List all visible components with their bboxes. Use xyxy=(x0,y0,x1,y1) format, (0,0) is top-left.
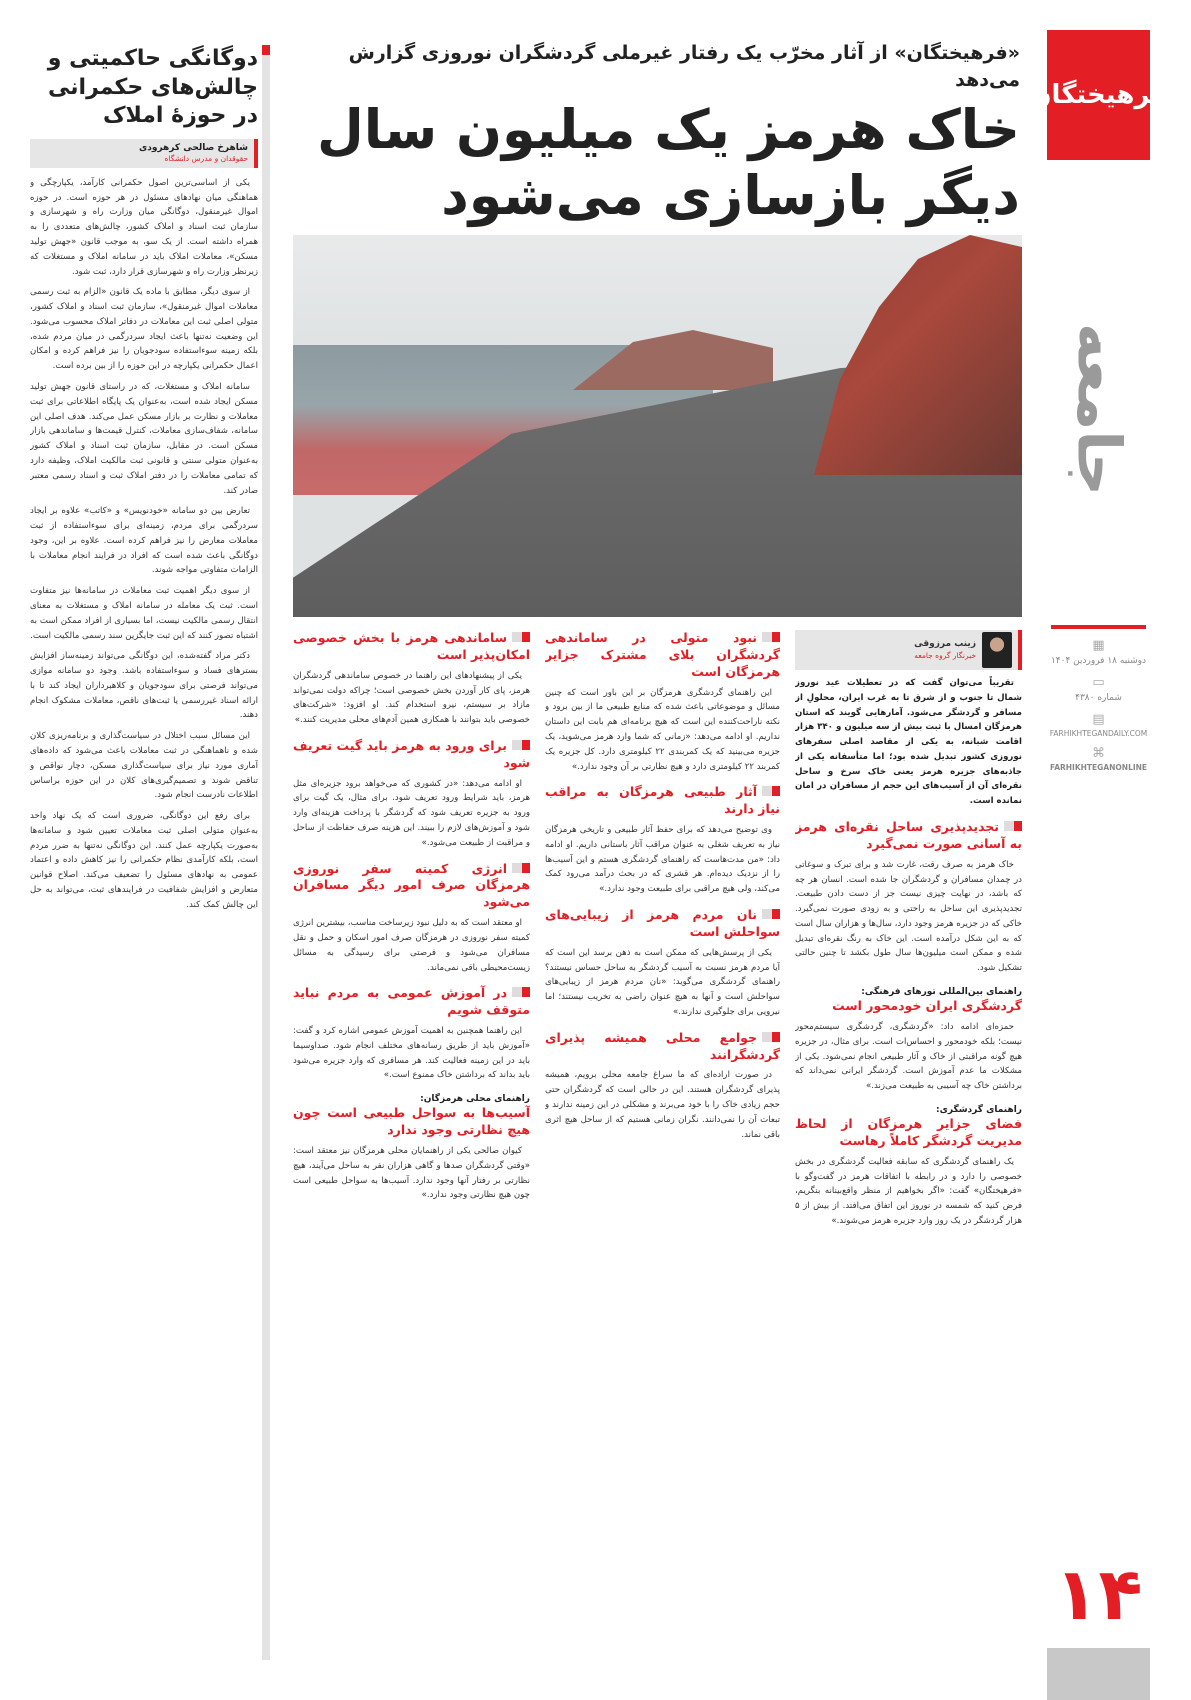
subheading: ساماندهی هرمز با بخش خصوصی امکان‌پذیر است xyxy=(293,630,530,662)
subheading: آثار طبیعی هرمزگان به مراقب نیاز دارند xyxy=(545,784,780,817)
paragraph: این راهنمای گردشگری هرمزگان بر این باور است که چنین مسائل و موضوعاتی باعث شده که منابع طبیعی ما از بین برود و نکته ناراحت‌کننده این است که هیچ برنامه‌ای هم بابت این داستان نداریم. او ادامه می‌دهد: «زمانی که شما وارد هرمز می‌شوید، یک جزیره می‌بینید که یک کمربندی ۲۲ کیلومتری دارد. کل جزیره یک کمربند ۲۲ کیلومتری دارد و هیچ نظارتی بر آن وجود ندارد.» xyxy=(545,687,780,772)
subheading: نبود متولی در ساماندهی گردشگران بلای مشترک جزایر هرمزگان است xyxy=(545,630,780,679)
paragraph: او معتقد است که به دلیل نبود زیرساخت مناسب، بیشترین انرژی کمیته سفر نوروزی در هرمزگان صرف امور اسکان و حمل و نقل مسافران می‌شود و فرصتی برای رسیدگی به مسائل زیست‌محیطی باقی نمی‌ماند. xyxy=(293,918,530,973)
calendar-icon: ▦ xyxy=(1092,638,1105,653)
subheading: در آموزش عمومی به مردم نباید متوقف شویم xyxy=(293,985,530,1018)
article-lead: تقریباً می‌توان گفت که در تعطیلات عید نوروز شمال تا جنوب و از شرق تا به غرب ایران، محلولِ از مسافر و گردشگر می‌شود. آمارهایی گویند که استان هرمزگان امسال با ثبت بیش از سه میلیون و ۳۴۰ هزار اقامت شبانه، به یکی از مقاصد اصلی سفرهای نوروزی کشور تبدیل شده بود؛ اما متأسفانه یکی از جاذبه‌های جزیره هرمز یعنی خاک سرخ و ساحل نقره‌ای آن از آسیب‌های این حجم از مسافران در امان نمانده است. xyxy=(795,678,1022,807)
opinion-body xyxy=(30,176,258,1660)
footer-bar xyxy=(1047,1648,1150,1700)
social-icon: ⌘ xyxy=(1092,746,1105,762)
issue-icon: ▭ xyxy=(1092,674,1105,690)
website-link[interactable]: FARHIKHTEGANDAILY.COM xyxy=(1049,728,1148,738)
paragraph: سامانه املاک و مستغلات، که در راستای قانون جهش تولید مسکن ایجاد شده است، به‌عنوان یک پایگاه اطلاعاتی برای ثبت معاملات و نظارت بر بازار مسکن عمل می‌کند. هدف اصلی این سامانه، شفاف‌سازی معاملات، کنترل قیمت‌ها و ساماندهی بازار مسکن است. در مقابل، سازمان ثبت اسناد و املاک کشور به‌عنوان متولی سنتی و قانونی ثبت مالکیت املاک، وظیفه دارد که تمامی معاملات را در دفتر املاک ثبت و اسناد رسمی معتبر صادر کند. xyxy=(30,382,258,496)
social-handle[interactable]: FARHIKHTEGANONLINE xyxy=(1049,763,1148,773)
paragraph: حمزه‌ای ادامه داد: «گردشگری، گردشگری سیستم‌محور نیست؛ بلکه خودمحور و احساس‌ات است. برای مثال، در جزیره هیچ گونه مراقبتی از خاک و آثار طبیعی انجام نمی‌شود. یکی از مشکلات ما عدم آموزش است. گردشگر ایرانی نمی‌داند که برداشتن خاک چه آسیبی به طبیعت می‌زند.» xyxy=(795,1022,1022,1092)
subheading: جوامع محلی همیشه پذیرای گردشگرانند xyxy=(545,1029,780,1062)
issue-date: دوشنبه ۱۸ فروردین ۱۴۰۴ xyxy=(1050,656,1147,667)
main-headline: خاک هرمز یک میلیون سال دیگر بازسازی می‌شود xyxy=(316,98,1020,228)
article-column-3 xyxy=(293,620,530,1660)
paragraph: یکی از پیشنهادهای این راهنما در خصوص ساماندهی گردشگران هرمز، پای کار آوردن بخش خصوصی است؛ چراکه دولت نمی‌تواند مازاد بر سیستم، نیرو استخدام کند. او افزود: «شرکت‌های خصوصی باید بتوانند با همکاری همین آدم‌های محلی مدیریت کنند.» xyxy=(293,670,530,726)
red-divider xyxy=(1051,625,1146,629)
author-photo xyxy=(982,632,1012,668)
web-icon: ▤ xyxy=(1092,711,1105,727)
subheading: راهنمای گردشگری: فضای جزایر هرمزگان از لحاظ مدیریت گردشگر کاملاً رهاست xyxy=(795,1104,1022,1148)
opinion-author-role: حقوقدان و مدرس دانشگاه xyxy=(164,154,248,164)
opinion-column xyxy=(30,45,258,1660)
opinion-title: دوگانگی حاکمیتی و چالش‌های حکمرانی در حوزهٔ املاک xyxy=(47,46,258,129)
paragraph: کیوان صالحی یکی از راهنمایان محلی هرمزگان نیز معتقد است: «وقتی گردشگران صدها و گاهی هزاران نفر به ساحل می‌آیند، هیچ نظارتی بر رفتار آنها وجود ندارد. آسیب‌ها به سواحل طبیعی است چون هیچ نظارتی وجود ندارد.» xyxy=(293,1146,530,1201)
column-divider xyxy=(262,45,270,1660)
paragraph: یک راهنمای گردشگری که سابقه فعالیت گردشگری در بخش خصوصی را دارد و در رابطه با اتفاقات هرمز در گفت‌وگو با «فرهیختگان» گفت: «اگر بخواهیم از منظر واقع‌بینانه بنگریم، فرض کنید که شمسه در نوروز این اتفاق می‌افتد. از بیش از ۵ هزار گردشگر در یک روز وارد جزیره هرمز می‌شوند.» xyxy=(795,1156,1022,1226)
opinion-author-box xyxy=(30,139,258,168)
headline-block xyxy=(290,40,1020,230)
headline-kicker: «فرهیختگان» از آثار مخرّب یک رفتار غیرملی گردشگران نوروزی گزارش می‌دهد xyxy=(348,42,1020,91)
paragraph: او ادامه می‌دهد: «در کشوری که می‌خواهد برود جزیره‌ای مثل هرمز، باید شرایط ورود تعریف شود. برای مثال، یک گیت برای ورود به جزیره تعریف شود که گردشگر با پرداخت هزینه‌ای وارد شود و آموزش‌های لازم را ببیند. این هزینه صرف حفاظت از ساحل و مراقبت از طبیعت می‌شود.» xyxy=(293,778,530,848)
paragraph: از سوی دیگر، مطابق با ماده یک قانون «الزام به ثبت رسمی معاملات اموال غیرمنقول»، سازمان ثبت اسناد و املاک کشور، متولی اصلی ثبت این معاملات در دفاتر املاک محسوب می‌شود. این وضعیت نه‌تنها باعث ایجاد سردرگمی در میان مردم شده، بلکه زمینه سوءاستفاده سودجویان را نیز فراهم کرده و امکان اعمال حکمرانی یکپارچه در این حوزه را از بین برده است. xyxy=(30,287,258,372)
article-column-1 xyxy=(795,630,1022,1660)
page-number: ۱۴ xyxy=(1054,1552,1143,1636)
paragraph: برای رفع این دوگانگی، ضروری است که یک نهاد واحد به‌عنوان متولی اصلی ثبت معاملات تعیین شود و سامانه‌ها به‌صورت یکپارچه عمل کنند. این دوگانگی نه‌تنها به ضرر مردم است، بلکه کارآمدی نظام حکمرانی را نیز کاهش داده و اعتماد عمومی به نهادهای مسئول را تضعیف می‌کند. اصلاح قوانین متعارض و افزایش شفافیت در فرایندهای ثبت، می‌تواند به حل این چالش کمک کند. xyxy=(30,811,258,910)
paragraph: وی توضیح می‌دهد که برای حفظ آثار طبیعی و تاریخی هرمزگان نیاز به تعریف شغلی به عنوان مراقب آثار باستانی داریم. او ادامه داد: «من مدت‌هاست که راهنمای گردشگری هستم و این آسیب‌ها را از نزدیک دیده‌ام. هر قشری که در بحث درآمد می‌رود کمک می‌کند، ولی هیچ مراقبی برای طبیعت وجود ندارد.» xyxy=(545,825,780,895)
article-column-2 xyxy=(545,620,780,1660)
subheading: نان مردم هرمز از زیبایی‌های سواحلش است xyxy=(545,906,780,939)
paragraph: در صورت اراده‌ای که ما سراغ جامعه محلی برویم، همیشه پذیرای گردشگران هستند. این در حالی است که گردشگران حتی حجم زیادی خاک را با خود می‌برند و مشکلی در این زمینه ندارند و تبعات آن را نمی‌دانند. نگران زمانی هستیم که از ساحل هیچ اثری باقی نماند. xyxy=(545,1070,780,1140)
subheading: راهنمای بین‌المللی تورهای فرهنگی: گردشگری ایران خودمحور است xyxy=(832,987,1022,1014)
paragraph: خاک هرمز به صرف رقت، غارت شد و برای تبرک و سوغاتی در چمدان مسافران و گردشگران جا شده است. انسان هر چه که باشد، در نهایت چیزی نیست جز از دست دادن طبیعت. تجدیدپذیری این ساحل به راحتی و به زودی صورت نمی‌گیرد. خاکی که در جزیره هرمز وجود دارد، سال‌ها و هزاران سال است که به این شکل درآمده است. این خاک به رنگ نقره‌ای تبدیل شده و ممکن است میلیون‌ها سال طول بکشد تا چنین حالتی تشکیل شود. xyxy=(795,859,1022,974)
hormuz-beach-photo xyxy=(293,235,1022,617)
author-box xyxy=(795,630,1022,670)
paragraph: این مسائل سبب اختلال در سیاست‌گذاری و برنامه‌ریزی کلان شده و ناهماهنگی در ثبت معاملات باعث می‌شود که داده‌های آماری مورد نیاز برای سیاست‌گذاری مسکن، دچار نواقص و تناقض شوند و تصمیم‌گیری‌های کلان در این حوزه براساس اطلاعات نادرست انجام شود. xyxy=(30,731,258,801)
subheading: راهنمای محلی هرمزگان: آسیب‌ها به سواحل طبیعی است چون هیچ نظارتی وجود ندارد xyxy=(293,1094,530,1138)
paragraph: این راهنما همچنین به اهمیت آموزش عمومی اشاره کرد و گفت: «آموزش باید از طریق رسانه‌های مختلف انجام شود. صداوسیما باید در این زمینه فعالیت کند. هر مسافری که وارد جزیره می‌شود باید بداند که برداشتن خاک ممنوع است.» xyxy=(293,1026,530,1081)
author-name: زینب مرزوقی xyxy=(914,639,976,650)
issue-number: شماره ۴۳۸۰ xyxy=(1075,692,1122,703)
section-title: جامعه xyxy=(1063,323,1134,497)
author-role: خبرنگار گروه جامعه xyxy=(914,651,976,661)
subheading: تجدیدپذیری ساحل نقره‌ای هرمز به آسانی صورت نمی‌گیرد xyxy=(795,819,1022,851)
subheading: انرژی کمیته سفر نوروزی هرمزگان صرف امور دیگر مسافران می‌شود xyxy=(293,860,530,910)
paragraph: دکتر مراد گفته‌شده، این دوگانگی می‌تواند زمینه‌ساز افزایش بسترهای فساد و سوءاستفاده باشد. وجود دو سامانه موازی می‌تواند فرصتی برای سودجویان و کلاهبرداران ایجاد کند تا با ارائه اسناد غیررسمی یا ثبت‌های ناقص، معاملات مشکوک انجام دهند. xyxy=(30,651,258,721)
opinion-author: شاهرخ صالحی کرهرودی xyxy=(138,142,248,153)
paragraph: از سوی دیگر اهمیت ثبت معاملات در سامانه‌ها نیز متفاوت است. ثبت یک معامله در سامانه املاک و مستغلات به معنای انتقال رسمی مالکیت نیست، اما بسیاری از افراد ممکن است به اشتباه تصور کنند که این ثبت جایگزین سند رسمی مالکیت است. xyxy=(30,586,258,641)
paragraph: یکی از اساسی‌ترین اصول حکمرانی کارآمد، یکپارچگی و هماهنگی میان نهادهای مسئول در هر حوزه است. در حوزه اموال غیرمنقول، دوگانگی میان وزارت راه و شهرسازی و سازمان ثبت اسناد و املاک کشور، چالش‌های متعددی را به همراه داشته است. از یک سو، به موجب قانون «جهش تولید مسکن»، معاملات املاک باید در سامانه املاک و مستغلات که زیرنظر وزارت راه و شهرسازی قرار دارد، ثبت شود. xyxy=(30,177,258,277)
newspaper-logo: فرهیختگان xyxy=(1047,30,1150,160)
paragraph: تعارض بین دو سامانه «خودنویس» و «کاتب» علاوه بر ایجاد سردرگمی برای مردم، زمینه‌ای برای سوءاستفاده از ثبت معاملات معارض را نیز فراهم کرده است. علاوه بر این، وجود دوگانگی باعث شده است که افراد در فرایند انجام معاملات با الزامات متفاوتی مواجه شوند. xyxy=(30,506,258,576)
paragraph: یکی از پرسش‌هایی که ممکن است به ذهن برسد این است که آیا مردم هرمز نسبت به آسیب گردشگر به ساحل حساس نیستند؟ راهنمای گردشگری می‌گوید: «نان مردم هرمز از زیبایی‌های سواحلش است و آنها به هیچ عنوان راضی به تخریب نیستند؛ اما نیرویی برای جلوگیری ندارند.» xyxy=(545,947,780,1017)
issue-info xyxy=(1047,625,1150,774)
subheading: برای ورود به هرمز باید گیت تعریف شود xyxy=(293,737,530,770)
